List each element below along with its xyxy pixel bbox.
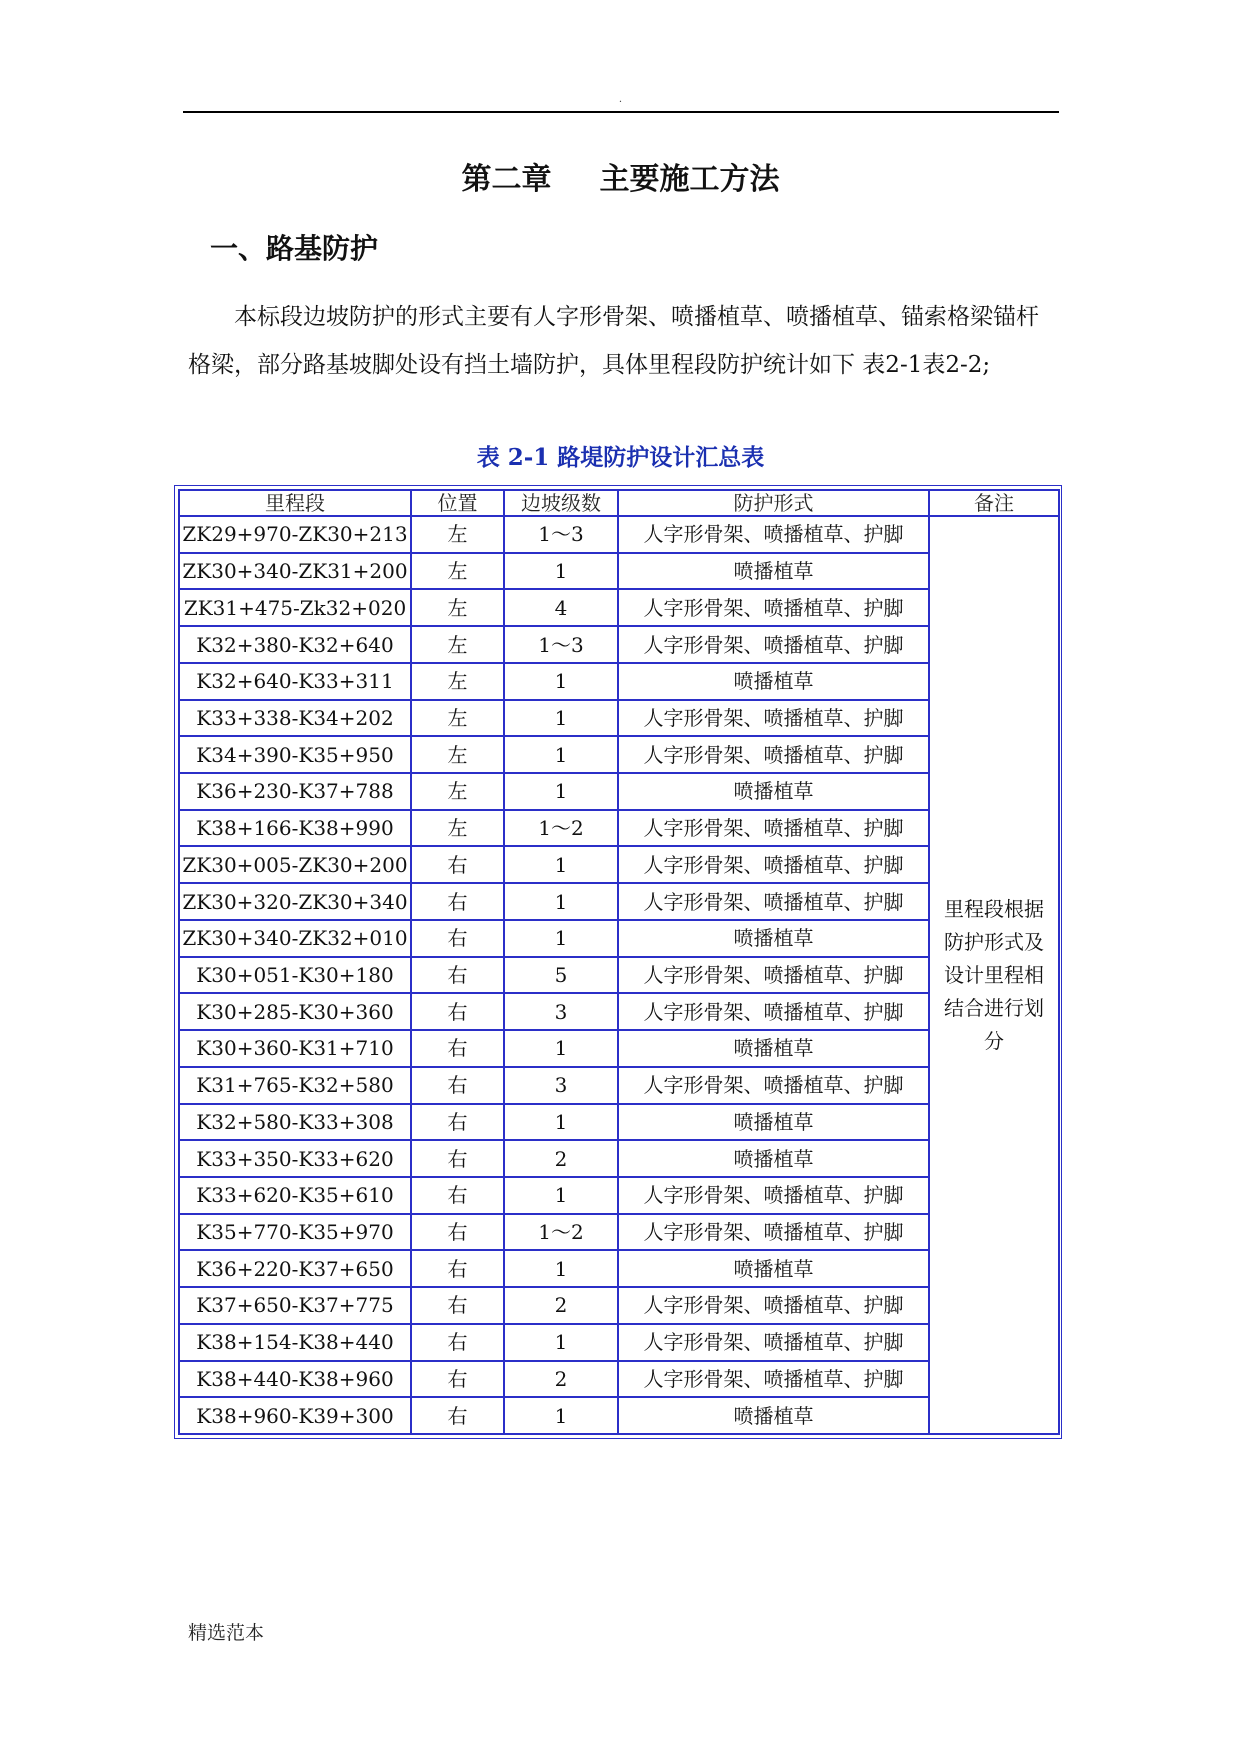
section-heading: 一、路基防护 [210, 232, 379, 265]
cell-protection-type: 喷播植草 [618, 553, 929, 590]
header-rule [183, 111, 1059, 113]
header-mileage: 里程段 [179, 490, 411, 516]
cell-mileage: ZK31+475-Zk32+020 [179, 589, 411, 626]
cell-remarks: 里程段根据防护形式及设计里程相结合进行划分 [929, 516, 1059, 1434]
cell-mileage: K30+051-K30+180 [179, 957, 411, 994]
cell-mileage: K38+166-K38+990 [179, 810, 411, 847]
cell-mileage: K36+230-K37+788 [179, 773, 411, 810]
cell-position: 右 [411, 1177, 504, 1214]
cell-protection-type: 喷播植草 [618, 1397, 929, 1434]
cell-slope-level: 1 [504, 736, 618, 773]
table-row [179, 1397, 1059, 1434]
cell-position: 右 [411, 957, 504, 994]
cell-position: 右 [411, 1030, 504, 1067]
cell-protection-type: 人字形骨架、喷播植草、护脚 [618, 1324, 929, 1361]
cell-mileage: ZK30+340-ZK32+010 [179, 920, 411, 957]
table-row [179, 1140, 1059, 1177]
header-protection-type: 防护形式 [618, 490, 929, 516]
cell-mileage: K37+650-K37+775 [179, 1287, 411, 1324]
cell-slope-level: 1 [504, 883, 618, 920]
table-row [179, 1250, 1059, 1287]
cell-mileage: K34+390-K35+950 [179, 736, 411, 773]
cell-protection-type: 喷播植草 [618, 1140, 929, 1177]
cell-protection-type: 人字形骨架、喷播植草、护脚 [618, 993, 929, 1030]
cell-mileage: K38+154-K38+440 [179, 1324, 411, 1361]
cell-slope-level: 2 [504, 1287, 618, 1324]
table-row [179, 957, 1059, 994]
cell-protection-type: 人字形骨架、喷播植草、护脚 [618, 1214, 929, 1251]
cell-position: 右 [411, 1250, 504, 1287]
cell-mileage: K36+220-K37+650 [179, 1250, 411, 1287]
header-slope-level: 边坡级数 [504, 490, 618, 516]
cell-mileage: K30+285-K30+360 [179, 993, 411, 1030]
cell-slope-level: 2 [504, 1140, 618, 1177]
cell-position: 右 [411, 1104, 504, 1141]
cell-position: 左 [411, 810, 504, 847]
table-row [179, 589, 1059, 626]
cell-mileage: K30+360-K31+710 [179, 1030, 411, 1067]
cell-slope-level: 1 [504, 920, 618, 957]
cell-slope-level: 1～3 [504, 516, 618, 553]
cell-position: 左 [411, 626, 504, 663]
header-position: 位置 [411, 490, 504, 516]
cell-protection-type: 喷播植草 [618, 773, 929, 810]
table-row [179, 883, 1059, 920]
cell-slope-level: 3 [504, 1067, 618, 1104]
cell-protection-type: 人字形骨架、喷播植草、护脚 [618, 589, 929, 626]
table-row [179, 846, 1059, 883]
cell-slope-level: 1 [504, 663, 618, 700]
cell-mileage: ZK30+005-ZK30+200 [179, 846, 411, 883]
cell-protection-type: 人字形骨架、喷播植草、护脚 [618, 957, 929, 994]
cell-mileage: ZK30+340-ZK31+200 [179, 553, 411, 590]
cell-position: 左 [411, 553, 504, 590]
cell-position: 右 [411, 1214, 504, 1251]
cell-mileage: ZK29+970-ZK30+213 [179, 516, 411, 553]
cell-position: 右 [411, 993, 504, 1030]
cell-slope-level: 1 [504, 1397, 618, 1434]
cell-position: 右 [411, 1397, 504, 1434]
cell-mileage: ZK30+320-ZK30+340 [179, 883, 411, 920]
cell-position: 左 [411, 736, 504, 773]
table-header-row [179, 490, 1059, 516]
cell-protection-type: 人字形骨架、喷播植草、护脚 [618, 1287, 929, 1324]
table-body [179, 516, 1059, 1434]
cell-mileage: K32+580-K33+308 [179, 1104, 411, 1141]
cell-slope-level: 1 [504, 1250, 618, 1287]
table-row [179, 663, 1059, 700]
cell-protection-type: 喷播植草 [618, 1104, 929, 1141]
body-paragraph: 本标段边坡防护的形式主要有人字形骨架、喷播植草、喷播植草、锚索格梁锚杆格梁，部分路基坡脚处设有挡土墙防护，具体里程段防护统计如下 表2-1表2-2; [188, 304, 1039, 378]
cell-mileage: K35+770-K35+970 [179, 1214, 411, 1251]
table-caption: 表 2-1 路堤防护设计汇总表 [476, 444, 765, 471]
table-row [179, 1104, 1059, 1141]
chapter-title: 主要施工方法 [599, 162, 780, 197]
table-row [179, 993, 1059, 1030]
cell-position: 左 [411, 700, 504, 737]
cell-slope-level: 1 [504, 1177, 618, 1214]
cell-protection-type: 人字形骨架、喷播植草、护脚 [618, 1067, 929, 1104]
cell-position: 左 [411, 589, 504, 626]
cell-slope-level: 2 [504, 1361, 618, 1398]
cell-position: 左 [411, 516, 504, 553]
cell-mileage: K32+380-K32+640 [179, 626, 411, 663]
cell-protection-type: 人字形骨架、喷播植草、护脚 [618, 626, 929, 663]
cell-mileage: K38+440-K38+960 [179, 1361, 411, 1398]
table-row [179, 626, 1059, 663]
cell-slope-level: 1～3 [504, 626, 618, 663]
table-row [179, 1324, 1059, 1361]
cell-protection-type: 喷播植草 [618, 920, 929, 957]
cell-slope-level: 5 [504, 957, 618, 994]
table-row [179, 516, 1059, 553]
cell-mileage: K33+620-K35+610 [179, 1177, 411, 1214]
cell-slope-level: 3 [504, 993, 618, 1030]
cell-protection-type: 人字形骨架、喷播植草、护脚 [618, 1177, 929, 1214]
cell-position: 右 [411, 1140, 504, 1177]
cell-position: 右 [411, 846, 504, 883]
cell-protection-type: 人字形骨架、喷播植草、护脚 [618, 1361, 929, 1398]
cell-protection-type: 人字形骨架、喷播植草、护脚 [618, 846, 929, 883]
cell-position: 右 [411, 1361, 504, 1398]
cell-slope-level: 1 [504, 1104, 618, 1141]
cell-position: 左 [411, 773, 504, 810]
cell-mileage: K31+765-K32+580 [179, 1067, 411, 1104]
chapter-heading [0, 160, 1241, 200]
table-frame [174, 485, 1062, 1439]
cell-slope-level: 1～2 [504, 1214, 618, 1251]
cell-protection-type: 喷播植草 [618, 663, 929, 700]
cell-position: 右 [411, 1324, 504, 1361]
cell-mileage: K33+338-K34+202 [179, 700, 411, 737]
table-row [179, 553, 1059, 590]
cell-mileage: K38+960-K39+300 [179, 1397, 411, 1434]
cell-slope-level: 1 [504, 700, 618, 737]
table-row [179, 773, 1059, 810]
cell-protection-type: 人字形骨架、喷播植草、护脚 [618, 736, 929, 773]
table-row [179, 1361, 1059, 1398]
cell-position: 右 [411, 1287, 504, 1324]
cell-slope-level: 1 [504, 846, 618, 883]
header-remarks: 备注 [929, 490, 1059, 516]
table-row [179, 1030, 1059, 1067]
table-row [179, 700, 1059, 737]
chapter-number: 第二章 [461, 162, 552, 197]
protection-table [178, 489, 1060, 1435]
cell-mileage: K33+350-K33+620 [179, 1140, 411, 1177]
cell-slope-level: 4 [504, 589, 618, 626]
footer-text: 精选范本 [188, 1622, 265, 1644]
cell-position: 右 [411, 1067, 504, 1104]
table-row [179, 1214, 1059, 1251]
cell-slope-level: 1～2 [504, 810, 618, 847]
cell-slope-level: 1 [504, 1030, 618, 1067]
header-mark: . [618, 94, 623, 105]
cell-slope-level: 1 [504, 773, 618, 810]
cell-protection-type: 喷播植草 [618, 1030, 929, 1067]
cell-protection-type: 喷播植草 [618, 1250, 929, 1287]
cell-position: 右 [411, 920, 504, 957]
cell-protection-type: 人字形骨架、喷播植草、护脚 [618, 883, 929, 920]
cell-mileage: K32+640-K33+311 [179, 663, 411, 700]
table-row [179, 1287, 1059, 1324]
table-row [179, 920, 1059, 957]
cell-protection-type: 人字形骨架、喷播植草、护脚 [618, 810, 929, 847]
table-row [179, 810, 1059, 847]
cell-position: 右 [411, 883, 504, 920]
cell-slope-level: 1 [504, 553, 618, 590]
table-row [179, 1177, 1059, 1214]
cell-position: 左 [411, 663, 504, 700]
table-row [179, 1067, 1059, 1104]
table-row [179, 736, 1059, 773]
cell-slope-level: 1 [504, 1324, 618, 1361]
cell-protection-type: 人字形骨架、喷播植草、护脚 [618, 516, 929, 553]
cell-protection-type: 人字形骨架、喷播植草、护脚 [618, 700, 929, 737]
